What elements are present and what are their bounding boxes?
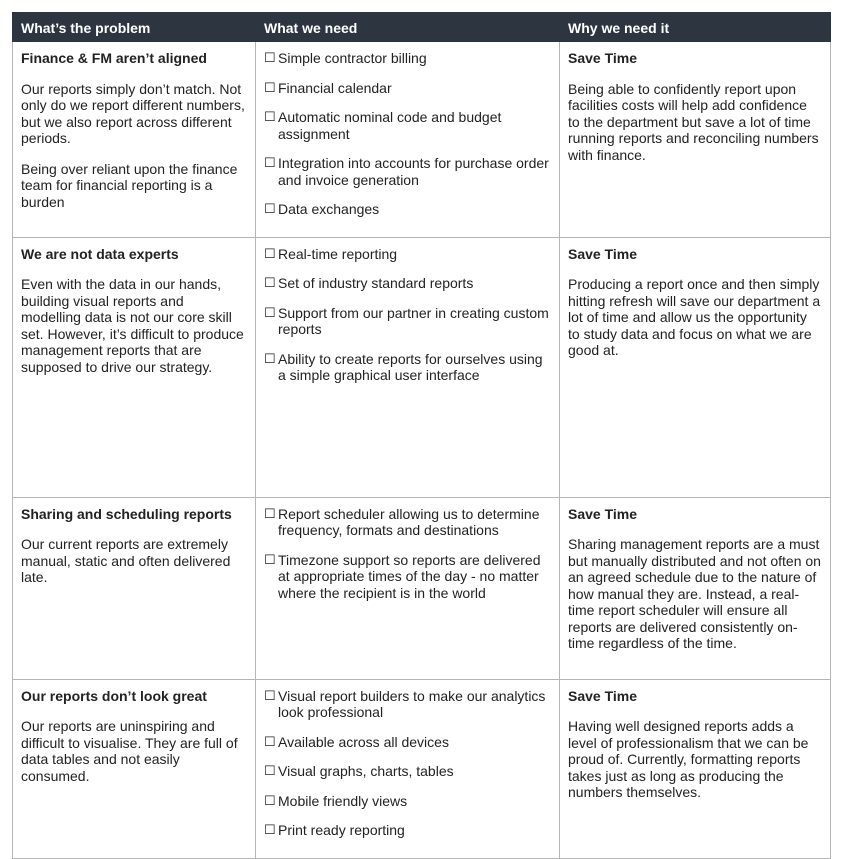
need-text: Timezone support so reports are delivered at appropriate times of the day - no matter where the recipient is in the world [278, 551, 541, 601]
problem-cell [13, 42, 256, 238]
need-item [264, 763, 551, 780]
need-text: Available across all devices [278, 733, 449, 750]
problem-text: Our current reports are extremely manual, static and often delivered late. [21, 536, 231, 585]
problem-text: Even with the data in our hands, building visual reports and modelling data is not our core skill set. However, it’s difficult to produce management reports that are supposed to drive our strategy. [21, 276, 244, 375]
checkbox-icon: ☐ [264, 245, 276, 261]
header-why: Why we need it [560, 13, 831, 42]
need-text: Financial calendar [278, 79, 392, 96]
checkbox-icon: ☐ [264, 350, 276, 366]
need-item [264, 275, 551, 292]
checkbox-icon: ☐ [264, 687, 276, 703]
checkbox-icon: ☐ [264, 792, 276, 808]
requirements-table [12, 12, 831, 859]
why-title: Save Time [568, 245, 638, 262]
checkbox-icon: ☐ [264, 551, 276, 567]
need-cell [256, 237, 560, 497]
checkbox-icon: ☐ [264, 50, 276, 65]
why-cell [560, 497, 831, 679]
why-cell [560, 42, 831, 238]
checkbox-icon: ☐ [264, 201, 276, 216]
need-cell [256, 497, 560, 679]
checkbox-icon: ☐ [264, 733, 276, 749]
problem-cell [13, 237, 256, 497]
why-title: Save Time [568, 505, 638, 522]
checkbox-icon: ☐ [264, 79, 276, 95]
checkbox-icon: ☐ [264, 304, 276, 320]
need-item [264, 201, 551, 218]
need-text: Visual report builders to make our analytics look professional [278, 687, 546, 720]
need-text: Visual graphs, charts, tables [278, 763, 454, 779]
why-text: Having well designed reports adds a level of professionalism that we can be proud of. Currently, formatting reports takes just as long as producing the numbers themselves. [568, 718, 809, 800]
table-row [13, 679, 831, 858]
checkbox-icon: ☐ [264, 763, 276, 778]
need-text: Integration into accounts for purchase order and invoice generation [278, 155, 549, 188]
need-item [264, 50, 551, 67]
need-text: Simple contractor billing [278, 50, 427, 66]
need-text: Set of industry standard reports [278, 275, 474, 291]
need-text: Report scheduler allowing us to determine frequency, formats and destinations [278, 505, 540, 538]
need-item [264, 155, 551, 188]
need-text: Support from our partner in creating custom reports [278, 304, 549, 337]
header-need: What we need [256, 13, 560, 42]
why-text: Sharing management reports are a must but manually distributed and not often on an agreed schedule due to the nature of how manual they are. Instead, a real-time report scheduler will ensure all reports are delivered consistently on-time regardless of the time. [568, 536, 821, 651]
problem-text: Being over reliant upon the finance team for financial reporting is a burden [21, 160, 238, 210]
need-text: Print ready reporting [278, 822, 405, 838]
need-text: Data exchanges [278, 201, 380, 217]
table-row [13, 497, 831, 679]
need-item [264, 688, 551, 721]
problem-text: Our reports simply don’t match. Not only do we report different numbers, but we also report across different periods. [21, 80, 245, 146]
problem-title: Our reports don’t look great [21, 687, 207, 704]
checkbox-icon: ☐ [264, 505, 276, 521]
need-item [264, 109, 551, 142]
need-item [264, 552, 551, 602]
why-text: Producing a report once and then simply hitting refresh will save our department a lot of time and allow us the opportunity to study data and focus on what we are good at. [568, 276, 821, 358]
why-text: Being able to confidently report upon facilities costs will help add confidence to the department but save a lot of time running reports and reconciling numbers with finance. [568, 80, 819, 163]
problem-title: We are not data experts [21, 245, 179, 262]
header-problem: What’s the problem [13, 13, 256, 42]
problem-cell [13, 679, 256, 858]
problem-text: Our reports are uninspiring and difficult to visualise. They are full of data tables and not easily consumed. [21, 718, 238, 784]
need-text: Automatic nominal code and budget assignment [278, 109, 502, 142]
problem-title: Finance & FM aren’t aligned [21, 50, 207, 66]
checkbox-icon: ☐ [264, 155, 276, 170]
need-cell [256, 679, 560, 858]
why-title: Save Time [568, 687, 638, 704]
why-cell [560, 679, 831, 858]
checkbox-icon: ☐ [264, 275, 276, 290]
table-row [13, 237, 831, 497]
problem-cell [13, 497, 256, 679]
checkbox-icon: ☐ [264, 109, 276, 124]
need-item [264, 822, 551, 839]
need-item [264, 80, 551, 97]
need-item [264, 351, 551, 384]
need-text: Real-time reporting [278, 245, 398, 262]
checkbox-icon: ☐ [264, 822, 276, 837]
need-cell [256, 42, 560, 238]
need-text: Ability to create reports for ourselves using a simple graphical user interface [278, 350, 543, 383]
need-item [264, 734, 551, 751]
requirements-table-container [12, 12, 831, 859]
need-item [264, 793, 551, 810]
why-cell [560, 237, 831, 497]
table-header-row [13, 13, 831, 42]
table-row [13, 42, 831, 238]
why-title: Save Time [568, 50, 638, 66]
need-item [264, 506, 551, 539]
need-text: Mobile friendly views [278, 792, 408, 809]
problem-title: Sharing and scheduling reports [21, 505, 232, 522]
need-item [264, 305, 551, 338]
need-item [264, 246, 551, 263]
